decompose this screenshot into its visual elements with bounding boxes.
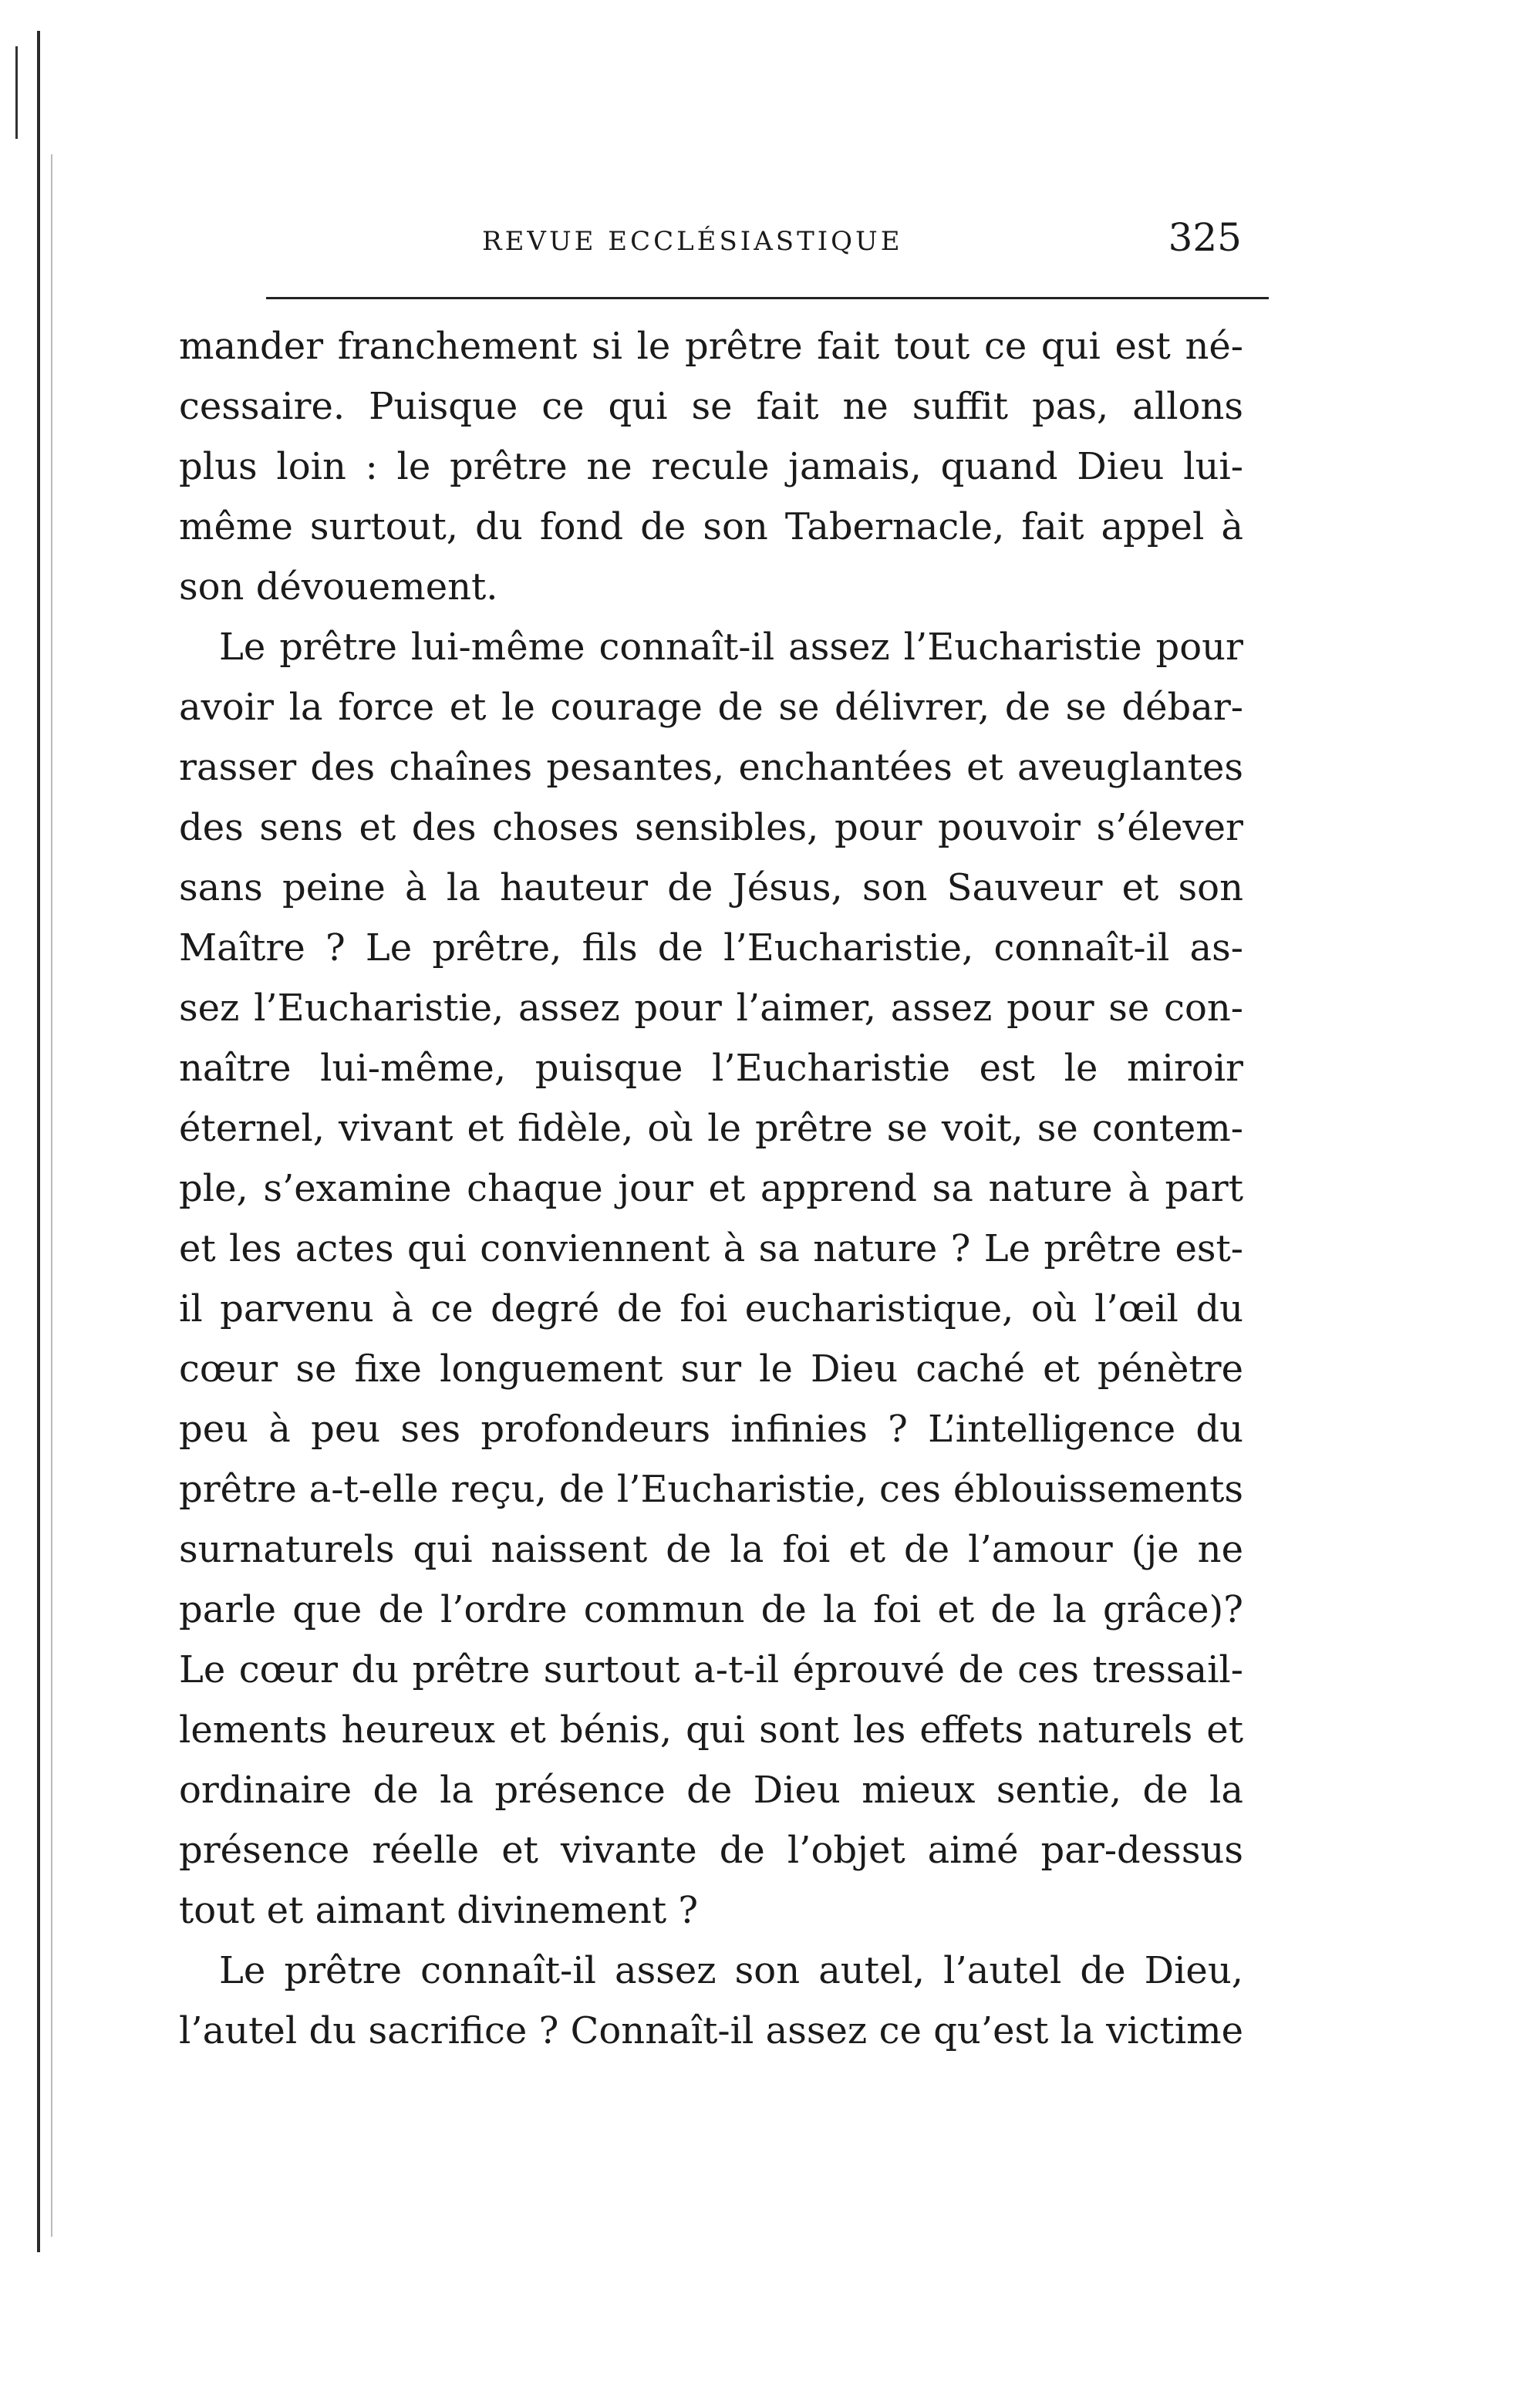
- page-header: [177, 212, 1242, 274]
- binding-mark: [15, 46, 18, 139]
- text-line: et les actes qui conviennent à sa nature ? Le prêtre est-: [179, 1227, 1243, 1270]
- text-line: des sens et des choses sensibles, pour pouvoir s’élever: [179, 806, 1243, 849]
- text-line: sans peine à la hauteur de Jésus, son Sauveur et son: [179, 866, 1243, 909]
- text-line: ordinaire de la présence de Dieu mieux sentie, de la: [179, 1769, 1243, 1812]
- text-line: parle que de l’ordre commun de la foi et de la grâce)?: [179, 1588, 1243, 1631]
- text-line: lements heureux et bénis, qui sont les effets naturels et: [179, 1708, 1243, 1752]
- text-line: mander franchement si le prêtre fait tout ce qui est né-: [179, 325, 1243, 368]
- text-line: Maître ? Le prêtre, fils de l’Eucharistie, connaît-il as-: [179, 926, 1243, 970]
- header-rule: [266, 297, 1269, 299]
- text-line: prêtre a-t-elle reçu, de l’Eucharistie, ces éblouissements: [179, 1468, 1243, 1511]
- text-line: cessaire. Puisque ce qui se fait ne suffit pas, allons: [179, 385, 1243, 428]
- text-line: peu à peu ses profondeurs infinies ? L’intelligence du: [179, 1408, 1243, 1451]
- text-line: il parvenu à ce degré de foi eucharistique, où l’œil du: [179, 1287, 1243, 1330]
- text-line: Le prêtre lui-même connaît-il assez l’Eucharistie pour: [219, 626, 1243, 669]
- text-line: présence réelle et vivante de l’objet aimé par-dessus: [179, 1829, 1243, 1872]
- page-number: 325: [1168, 215, 1242, 260]
- text-line: plus loin : le prêtre ne recule jamais, quand Dieu lui-: [179, 445, 1243, 488]
- text-line: rasser des chaînes pesantes, enchantées et aveuglantes: [179, 746, 1243, 789]
- text-line: éternel, vivant et fidèle, où le prêtre se voit, se contem-: [179, 1107, 1243, 1150]
- text-line: naître lui-même, puisque l’Eucharistie est le miroir: [179, 1047, 1243, 1090]
- text-line: avoir la force et le courage de se délivrer, de se débar-: [179, 686, 1243, 729]
- binding-edge-shadow: [51, 154, 52, 2237]
- text-line: Le prêtre connaît-il assez son autel, l’autel de Dieu,: [219, 1949, 1243, 1992]
- text-line: Le cœur du prêtre surtout a-t-il éprouvé de ces tressail-: [179, 1648, 1243, 1691]
- running-title: REVUE ECCLÉSIASTIQUE: [482, 226, 903, 257]
- text-line: ple, s’examine chaque jour et apprend sa nature à part: [179, 1167, 1243, 1210]
- text-line: tout et aimant divinement ?: [179, 1889, 699, 1932]
- text-line: surnaturels qui naissent de la foi et de l’amour (je ne: [179, 1528, 1243, 1571]
- text-line: cœur se fixe longuement sur le Dieu caché et pénètre: [179, 1347, 1243, 1391]
- binding-edge: [37, 31, 40, 2252]
- text-line: sez l’Eucharistie, assez pour l’aimer, assez pour se con-: [179, 986, 1243, 1030]
- text-line: l’autel du sacrifice ? Connaît-il assez ce qu’est la victime: [179, 2009, 1243, 2052]
- text-line: même surtout, du fond de son Tabernacle, fait appel à: [179, 505, 1243, 548]
- text-line: son dévouement.: [179, 565, 498, 609]
- body-text: [179, 316, 1243, 2061]
